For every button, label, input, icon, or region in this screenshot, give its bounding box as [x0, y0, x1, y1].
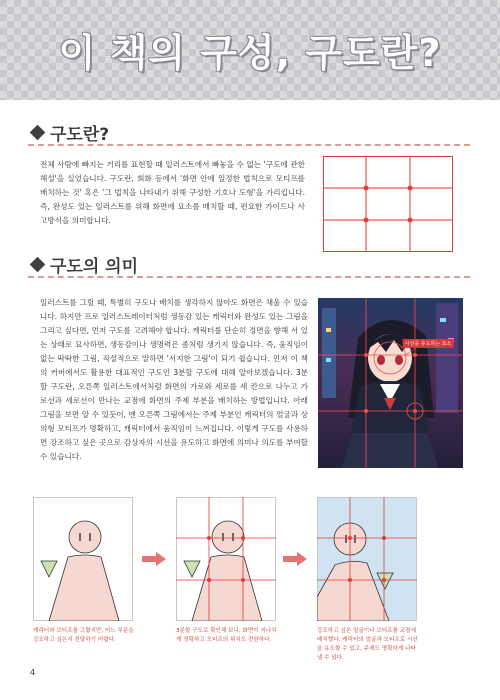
intersection-point	[364, 353, 368, 357]
image-callout-label: 시선을 유도하는 요소	[404, 341, 452, 347]
page-number: 4	[30, 668, 36, 677]
intersection-point	[408, 218, 413, 223]
intersection-point	[241, 536, 245, 540]
intersection-point	[241, 578, 245, 582]
illustration-art	[318, 298, 463, 468]
panel-1-drawing	[33, 497, 133, 621]
character-illustration	[318, 298, 463, 468]
right-arrow-icon	[142, 552, 166, 566]
section-heading-meaning	[28, 252, 470, 278]
diamond-bullet-icon	[30, 125, 46, 141]
example-panel-1	[33, 497, 133, 621]
caption-panel-1: 캐릭터와 모티프를 그렸지만, 어느 부분을 강조하고 싶은지 전달하기 어렵다.	[33, 628, 134, 643]
intersection-point	[348, 536, 352, 540]
section-title: 구도의 의미	[50, 257, 139, 277]
page-title: 이 책의 구성, 구도란?	[58, 31, 442, 75]
section-heading-composition	[28, 120, 470, 146]
intersection-point	[413, 353, 417, 357]
example-panel-3	[317, 497, 417, 621]
intersection-point	[382, 578, 386, 582]
diamond-bullet-icon	[30, 257, 46, 273]
example-panel-2	[176, 497, 276, 621]
intersection-point	[408, 186, 413, 191]
caption-panel-2: 3분할 구도로 확인해 보니, 화면이 지나치게 정확하고 모티프의 위치도 전한하다.	[176, 628, 277, 643]
intersection-point	[382, 536, 386, 540]
intersection-point	[413, 409, 417, 413]
header-banner	[0, 0, 500, 100]
intersection-point	[364, 409, 368, 413]
rule-of-thirds-grid	[323, 156, 453, 252]
intersection-point	[364, 186, 369, 191]
intersection-point	[207, 536, 211, 540]
panel-2-drawing	[176, 497, 276, 621]
section-title: 구도란?	[50, 125, 110, 145]
intersection-point	[364, 218, 369, 223]
intersection-point	[207, 578, 211, 582]
section2-paragraph: 일러스트를 그릴 때, 특별히 구도나 배치를 생각하지 않아도 화면은 채울 수 있습니다. 하지만 프로 일러스트레이터처럼 생동감 있는 캐릭터와 완성도 있는 그림을 그리고 싶다면, 먼저 구도를 고려해야 합니다. 캐릭터를 단순히 정면을 향해 서 있는 상태로 묘사하면, 생동감이나 생명력은 좀처럼 생기지 않습니다. 즉, 움직임이 없는 딱딱한 그림, 직설적으로 말하면 '서지한 그림'이 되기 쉽습니다. 먼저 이 책의 커버에서도 활용한 대표적인 구도인 3분할 구도에 대해 알아보겠습니다. 3분할 구도란, 오른쪽 일러스트에서처럼 화면의 가로와 세로를 세 칸으로 나누고 가로선과 세로선이 만나는 교점에 화면의 주제 부분을 배치하는 방법입니다. 아래 그림을 보면 알 수 있듯이, 맨 오른쪽 그림에서는 주제 부분인 캐릭터의 얼굴과 상의형 모티프가 명확하고, 캐릭터에서 움직임이 느껴집니다. 이렇게 구도를 사용하면 강조하고 싶은 곳으로 감상자의 시선을 유도하고 화면에 의미나 의도를 부여할 수 있습니다.	[40, 298, 308, 461]
caption-panel-3: 강조하고 싶은 얼굴이나 모티프를 교점에 배치했다. 캐릭터의 얼굴과 모티프로 시선을 유도할 수 있고, 주제도 명확하게 나타낼 수 있다.	[317, 628, 418, 661]
right-arrow-icon	[283, 552, 307, 566]
panel-3-drawing	[317, 497, 417, 621]
section1-paragraph: 전체 사람에 빠지는 거리를 표현할 때 일러스트에서 빠놓을 수 없는 '구도에 관한 해설'을 실었습니다. 구도란, 회화 등에서 '화면 안에 일정한 법칙으로 모티프를 배치하는 것' 혹은 '그 법칙을 나타내기 위해 구성한 기호나 도형'을 가리킵니다. 즉, 완성도 있는 일러스트를 위해 화면에 요소를 배치할 때, 편요한 가이드나 사고방식을 의미합니다.	[40, 160, 305, 225]
intersection-point	[348, 578, 352, 582]
